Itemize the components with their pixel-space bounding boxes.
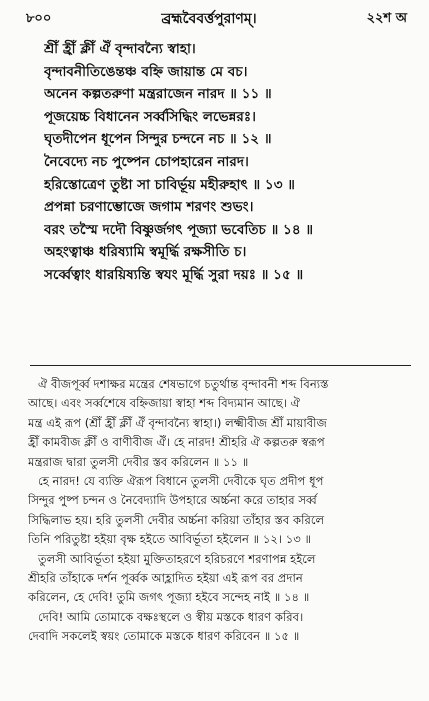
verse-line: অহংত্বাঞ্চ ধরিষ্যামি স্বমূর্দ্ধি রক্ষসীতি চ। xyxy=(44,244,247,261)
verse-line: পূজয়েচ্চ বিধানেন সর্ব্বসিদ্ধিং লভেন্নরঃ। xyxy=(44,108,256,125)
page-header xyxy=(26,8,407,30)
verse-line: ঘৃতদীপেন ধূপেন সিন্দুর চন্দনে নচ ॥ ১২ ॥ xyxy=(44,131,272,148)
commentary-line: হে নারদ! যে ব্যক্তি ঐরূপ বিধানে তুলসী দেবীকে ঘৃত প্রদীপ ধূপ xyxy=(38,474,324,489)
commentary-line: হ্রীঁ কামবীজ ক্লীঁ ও বাণীবীজ ঐঁ। হে নারদ! শ্রীহরি ঐ কল্পতরু স্বরূপ xyxy=(28,435,325,450)
chapter-number: ২২শ অ xyxy=(366,10,407,26)
verse-line: নৈবেদ্যে নচ পুষ্পেন চোপহারেন নারদ। xyxy=(44,153,249,170)
section-divider xyxy=(30,365,411,366)
verse-line: বৃন্দাবনীতিঙেন্তঞ্চ বহ্নি জায়ান্ত মে বচ। xyxy=(44,63,248,80)
commentary-line: করিলেন, হে দেবি! তুমি জগৎ পূজ্যা হইবে সন্দেহ নাই ॥ ১৪ ॥ xyxy=(28,590,310,605)
verse-line: অনেন কল্পতরুণা মন্ত্ররাজেন নারদ ॥ ১১ ॥ xyxy=(44,86,272,103)
commentary-line: সিন্দুর পুষ্প চন্দন ও নৈবেদ্যাদি উপহারে অর্চ্চনা করে তাহার সর্ব্ব xyxy=(28,493,317,508)
commentary-line: মন্ত্ররাজ দ্বারা তুলসী দেবীর স্তব করিলেন ॥ ১১ ॥ xyxy=(28,454,249,469)
commentary-line: শ্রীহরি তাঁহাকে দর্শন পূর্ব্বক আহ্লাদিত হইয়া এই রূপ বর প্রদান xyxy=(28,571,303,586)
commentary-line: দেবি! আমি তোমাকে বক্ষঃস্থলে ও স্বীয় মস্তকে ধারণ করিব। xyxy=(38,609,304,624)
commentary-line: আছে। এবং সর্ব্বশেষে বহ্নিজায়া স্বাহা শব্দ বিদ্যমান আছে। ঐ xyxy=(28,396,300,411)
verse-line: হরিস্তোত্রেণ তুষ্টা সা চাবির্ভূয় মহীরুহাৎ ॥ ১৩ ॥ xyxy=(44,176,295,193)
page-number: ৮০০ xyxy=(26,10,52,26)
commentary-line: তুলসী আবির্ভূতা হইয়া মুক্তিতাহরণে হরিচরণে শরণাপন্ন হইলে xyxy=(38,551,316,566)
verse-line: শ্রীঁ হ্রীঁ ক্লীঁ ঐঁ বৃন্দাবন্যৈ স্বাহা। xyxy=(44,41,196,57)
commentary-line: তিনি পরিতুষ্টা হইয়া বৃক্ষ হইতে আবির্ভূতা হইলেন ॥ ১২। ১৩ ॥ xyxy=(28,532,312,547)
sanskrit-verses xyxy=(44,38,411,287)
verse-line: প্রপন্না চরণাম্ভোজে জগাম শরণং শুভং। xyxy=(44,199,254,216)
book-title: ব্রহ্মবৈবর্ত্তপুরাণম্। xyxy=(161,11,257,27)
bengali-commentary xyxy=(28,375,415,647)
commentary-line: সিদ্ধিলাভ হয়। হরি তুলসী দেবীর অর্চ্চনা করিয়া তাঁহার স্তব করিলে xyxy=(28,512,325,527)
commentary-line: দেবাদি সকলেই স্বয়ং তোমাকে মস্তকে ধারণ করিবেন ॥ ১৫ ॥ xyxy=(28,629,300,644)
commentary-line: মন্ত্র এই রূপ (শ্রীঁ হ্রীঁ ক্লীঁ ঐঁ বৃন্দাবন্যৈ স্বাহা।) লক্ষ্মীবীজ শ্রীঁ মায়াবীজ xyxy=(28,415,327,430)
verse-line: বরং তস্মৈ দদৌ বিষ্ণুর্জগৎ পূজ্যা ভবেতিচ ॥ ১৪ ॥ xyxy=(44,221,314,238)
commentary-line: ঐ বীজপূর্ব্ব দশাক্ষর মন্ত্রের শেষভাগে চতুর্থান্ত বৃন্দাবনী শব্দ বিন্যস্ত xyxy=(38,377,329,391)
verse-line: সর্ব্বেত্বাং ধারয়িষ্যন্তি স্বযং মূর্দ্ধি সুরা দয়ঃ ॥ ১৫ ॥ xyxy=(44,266,304,283)
